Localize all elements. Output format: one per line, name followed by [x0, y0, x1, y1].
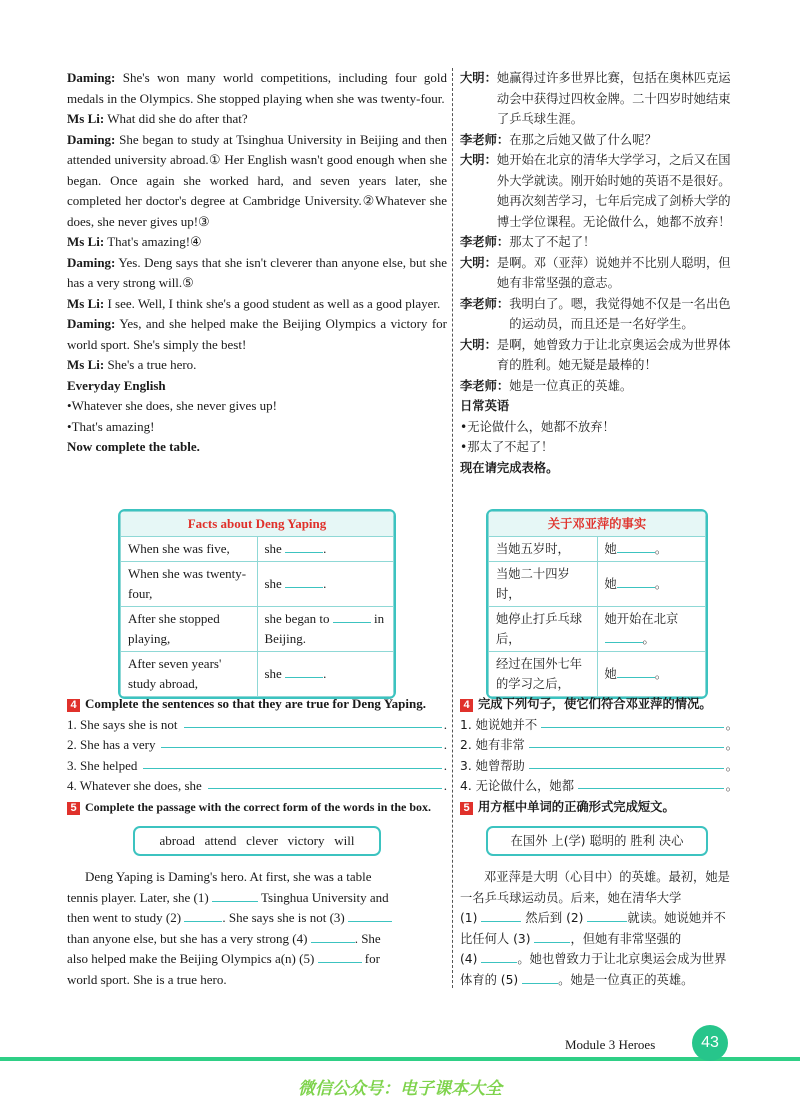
- facts-table: [118, 509, 396, 699]
- word-box: 在国外 上(学) 聪明的 胜利 决心: [486, 826, 708, 856]
- table-row: 当她二十四岁时， 她 。: [489, 562, 706, 607]
- answer-blank[interactable]: [184, 715, 442, 728]
- dialogue-line: 李老师： 在那之后她又做了什么呢？: [460, 132, 657, 147]
- dialogue-line: 李老师： 那太了不起了！: [460, 235, 596, 249]
- answer-blank[interactable]: [481, 909, 521, 922]
- exercise-number: 5: [460, 802, 473, 815]
- answer-blank[interactable]: [318, 950, 362, 963]
- table-instruction: 现在请完成表格。: [460, 460, 559, 475]
- passage: 邓亚萍是大明（心目中）的英雄。最初，她是一名乒乓球运动员。后来，她在清华大学 (1) 然后到 (2) 就读。她说她并不比任何人 (3) ，但她有非常坚强的 (4) 。她也曾致力于让北京奥运会成为世界体育的 (5) 。她是一位真正的英雄。: [460, 870, 730, 987]
- table-row: 当她五岁时， 她 。: [489, 537, 706, 562]
- everyday-phrase: • 无论做什么，她都不放弃！: [460, 417, 738, 438]
- everyday-english-heading: Everyday English: [67, 377, 166, 393]
- exercise-title: 用方框中单词的正确形式完成短文。: [478, 799, 675, 814]
- dialogue-line: Daming: She began to study at Tsinghua University in Beijing and then attended university abroad.① Her English wasn't good enough when she began. Once again she worked hard, and seven years later, she completed her doctor's degree at Cambridge University.②Whatever she does, she never gives up!③: [67, 131, 447, 229]
- table-row: 她停止打乒乓球后， 她开始在北京。: [489, 607, 706, 652]
- dialogue-line: 大明： 是啊，她曾致力于让北京奥运会成为世界体育的胜利。她无疑是最棒的！: [460, 337, 731, 372]
- answer-blank[interactable]: [529, 756, 724, 769]
- answer-blank[interactable]: [587, 909, 627, 922]
- everyday-phrase: • That's amazing!: [67, 417, 447, 438]
- dialogue-line: Ms Li: I see. Well, I think she's a good student as well as a good player.: [67, 295, 441, 311]
- table-row: 经过在国外七年的学习之后， 她 。: [489, 652, 706, 697]
- dialogue-line: Ms Li: That's amazing!④: [67, 234, 202, 249]
- exercise-title: 完成下列句子，使它们符合邓亚萍的情况。: [478, 697, 712, 711]
- answer-blank[interactable]: [285, 575, 323, 588]
- exercise-title: Complete the sentences so that they are true for Deng Yaping.: [85, 696, 426, 711]
- dialogue-line: 大明： 她开始在北京的清华大学学习，之后又在国外大学就读。刚开始时她的英语不是很好。她再次刻苦学习，七年后完成了剑桥大学的博士学位课程。无论做什么，她都不放弃！: [460, 153, 731, 229]
- exercise-title: Complete the passage with the correct form of the words in the box.: [85, 799, 432, 814]
- table-row: After she stopped playing, she began to in Beijing.: [121, 607, 394, 652]
- answer-blank[interactable]: [285, 540, 323, 553]
- chinese-column: [460, 68, 738, 478]
- answer-blank[interactable]: [311, 930, 355, 943]
- footer-rule: [0, 1057, 800, 1061]
- answer-blank[interactable]: [208, 776, 442, 789]
- module-label: Module 3 Heroes: [565, 1037, 656, 1052]
- answer-blank[interactable]: [184, 909, 222, 922]
- dialogue-line: 大明： 她赢得过许多世界比赛，包括在奥林匹克运动会中获得过四枚金牌。二十四岁时她结束了乒乓球生涯。: [460, 71, 731, 126]
- passage: Deng Yaping is Daming's hero. At first, she was a table tennis player. Later, she (1) Tsinghua University and then went to study (2) . She says she is not (3) than anyone else, but she has a very strong (4) . She also helped make the Beijing Olympics a(n) (5) for world sport. She is a true hero.: [67, 867, 447, 990]
- answer-blank[interactable]: [481, 950, 517, 963]
- exercise-number: 4: [67, 699, 80, 712]
- everyday-phrase: • 那太了不起了！: [460, 437, 738, 458]
- dialogue-line: 大明： 是啊。邓（亚萍）说她并不比别人聪明，但她有非常坚强的意志。: [460, 255, 731, 290]
- answer-blank[interactable]: [617, 540, 655, 553]
- dialogue-line: 李老师： 她是一位真正的英雄。: [460, 378, 633, 393]
- answer-blank[interactable]: [161, 735, 441, 748]
- answer-blank[interactable]: [529, 735, 724, 748]
- table-row: When she was twenty-four, she .: [121, 562, 394, 607]
- column-divider: [452, 68, 453, 988]
- answer-blank[interactable]: [578, 776, 724, 789]
- answer-blank[interactable]: [348, 909, 392, 922]
- dialogue-line: Daming: Yes, and she helped make the Beijing Olympics a victory for world sport. She's simply the best!: [67, 316, 447, 352]
- facts-table: [486, 509, 708, 699]
- answer-blank[interactable]: [522, 971, 558, 984]
- table-title: Facts about Deng Yaping: [121, 512, 394, 537]
- page-number: 43: [692, 1025, 728, 1061]
- everyday-english-heading: 日常英语: [460, 399, 510, 413]
- english-column: [67, 68, 447, 458]
- dialogue-line: Daming: She's won many world competitions, including four gold medals in the Olympics. She stopped playing when she was twenty-four.: [67, 70, 447, 106]
- everyday-phrase: • Whatever she does, she never gives up!: [67, 396, 447, 417]
- exercise-4: 4 完成下列句子，使它们符合邓亚萍的情况。 1. 她说她并不 。 2. 她有非常 。 3. 她曾帮助 。 4. 无论做什么，她都 。 5 用方框中单词的正确形式完成短文。: [460, 697, 738, 814]
- dialogue-line: Daming: Yes. Deng says that she isn't cleverer than anyone else, but she has a very strong will.⑤: [67, 254, 447, 290]
- word-box: abroad attend clever victory will: [133, 826, 381, 856]
- table-row: When she was five, she .: [121, 537, 394, 562]
- table-instruction: Now complete the table.: [67, 439, 200, 454]
- dialogue-line: Ms Li: She's a true hero.: [67, 357, 197, 372]
- answer-blank[interactable]: [285, 665, 323, 678]
- table-title: 关于邓亚萍的事实: [489, 512, 706, 537]
- dialogue-line: 李老师： 我明白了。嗯，我觉得她不仅是一名出色的运动员，而且还是一名好学生。: [460, 296, 731, 331]
- answer-blank[interactable]: [333, 610, 371, 623]
- table-row: After seven years' study abroad, she .: [121, 652, 394, 697]
- answer-blank[interactable]: [617, 665, 655, 678]
- watermark: 微信公众号：电子课本大全: [298, 1079, 502, 1099]
- dialogue-line: Ms Li: What did she do after that?: [67, 111, 248, 126]
- exercise-number: 5: [67, 802, 80, 815]
- answer-blank[interactable]: [534, 930, 570, 943]
- answer-blank[interactable]: [143, 756, 441, 769]
- exercise-number: 4: [460, 699, 473, 712]
- answer-blank[interactable]: [212, 889, 258, 902]
- answer-blank[interactable]: [605, 630, 643, 643]
- answer-blank[interactable]: [617, 575, 655, 588]
- exercise-4: 4 Complete the sentences so that they are true for Deng Yaping. 1. She says she is not . 2. She has a very . 3. She helped . 4. Whatever she does, she . 5 Complete the passage with the correct form of the words in the box.: [67, 696, 447, 814]
- answer-blank[interactable]: [541, 715, 724, 728]
